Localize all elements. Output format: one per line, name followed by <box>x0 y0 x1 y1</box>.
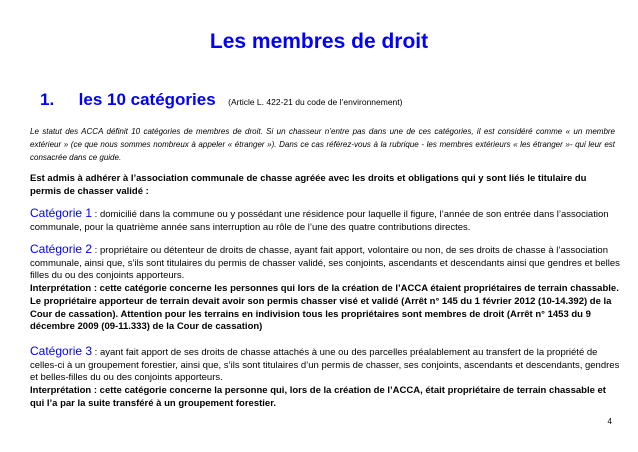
category-3-block <box>30 345 620 411</box>
category-2-label: Catégorie 2 <box>30 242 93 256</box>
category-2-text: : propriétaire ou détenteur de droits de chasse, ayant fait apport, volontaire ou non, de ses droits de chasse à l’association communale, ainsi que, s’ils sont titulaires du permis de chasser validé, ses conjoints, ascendants et descendants ainsi que gendres et belles filles du ou des conjoints apporteurs. <box>30 245 620 282</box>
category-2-interpretation: Interprétation : cette catégorie concerne les personnes qui lors de la création de l’ACCA étaient propriétaires de terrain chassable. Le propriétaire apporteur de terrain devait avoir son permis chasser visé et validé (Arrêt n° 145 du 1 février 2012 (10-14.392) de la Cour de cassation). Attention pour les terrains en indivision tous les propriétaires sont membres de droit (Arrêt n° 1453 du 9 décembre 2009 (09-11.333) de la Cour de cassation) <box>30 283 619 333</box>
category-1-label: Catégorie 1 <box>30 206 93 220</box>
lead-paragraph: Est admis à adhérer à l’association communale de chasse agréée avec les droits et obligations qui y sont liés le titulaire du permis de chasser validé : <box>30 173 587 197</box>
category-3-interpretation: Interprétation : cette catégorie concerne la personne qui, lors de la création de l’ACCA, était propriétaire de terrain chassable et qui l’a par la suite transféré à un groupement forestier. <box>30 385 606 409</box>
section-title: les 10 catégories <box>78 90 216 109</box>
section-heading <box>40 90 402 110</box>
category-3-text: : ayant fait apport de ses droits de chasse attachés à une ou des parcelles préalablement au transfert de la propriété de celles-ci à un groupement forestier, ainsi que, s’ils sont titulaires d’un permis de chasser, ses conjoints, ascendants et descendants, gendres et belles-filles du ou des conjoints apporteurs. <box>30 347 620 384</box>
intro-paragraph: Le statut des ACCA définit 10 catégories de membres de droit. Si un chasseur n’entre pas dans une de ces catégories, il est considéré comme « un membre extérieur » (ce que nous sommes nombreux à appeler « étranger »). Dans ce cas référez-vous à la rubrique - les membres extérieurs « les étranger »- qui leur est consacrée dans ce guide. <box>30 127 615 162</box>
category-1-block <box>30 207 620 234</box>
legal-reference: (Article L. 422-21 du code de l’environnement) <box>228 97 403 107</box>
category-1-text: : domicilié dans la commune ou y possédant une résidence pour laquelle il figure, l’année de son entrée dans l’association communale, pour la quatrième année sans interruption au rôle de l’une des quatre contributions directes. <box>30 209 609 233</box>
category-3-label: Catégorie 3 <box>30 344 93 358</box>
page-number: 4 <box>607 417 612 426</box>
section-number: 1. <box>40 90 55 109</box>
category-2-block <box>30 243 620 334</box>
page-title: Les membres de droit <box>209 30 429 53</box>
